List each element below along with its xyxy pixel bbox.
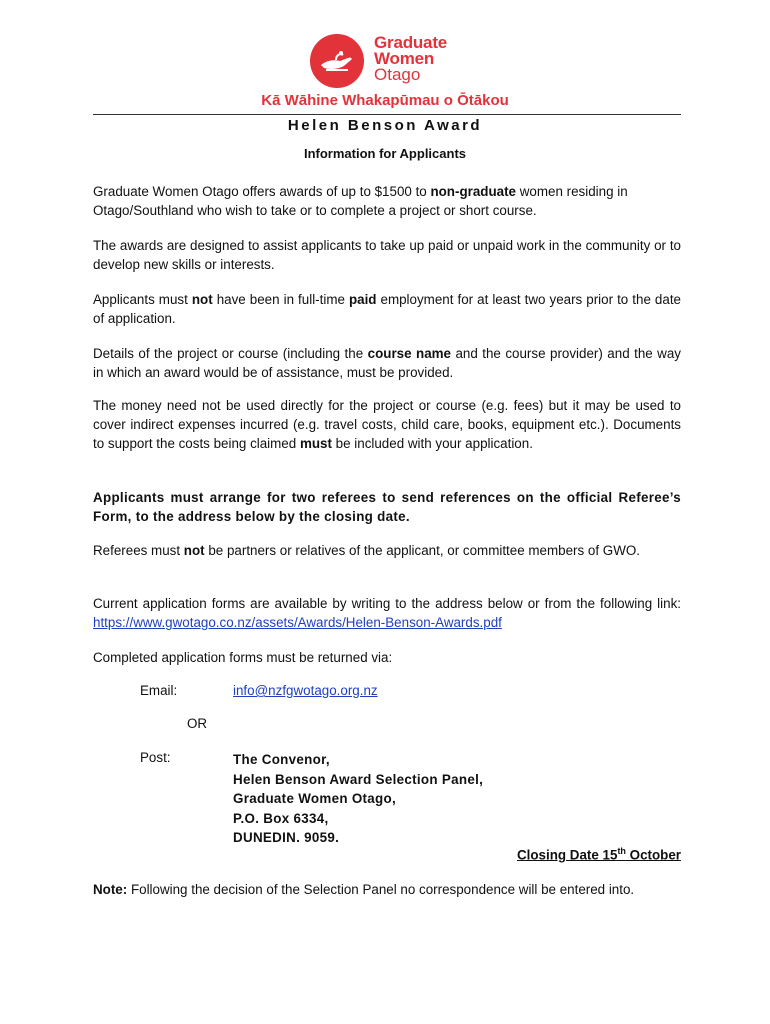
paragraph-referee-restrictions — [93, 541, 681, 560]
organization-logo — [310, 34, 470, 90]
text: October — [625, 847, 681, 863]
superscript: th — [617, 846, 626, 856]
email-link[interactable]: info@nzfgwotago.org.nz — [233, 683, 378, 698]
bold-text: course name — [367, 346, 451, 361]
text: women residing in Otago/Southland who wish to take or to complete a project or short course. — [93, 184, 628, 218]
logo-wordmark — [374, 35, 447, 83]
lamp-icon — [310, 34, 364, 88]
post-label: Post: — [140, 750, 171, 765]
paragraph-details — [93, 344, 681, 382]
document-subtitle: Information for Applicants — [303, 146, 467, 161]
text: Referees must — [93, 543, 184, 558]
text: employment for at least two years prior to the date of application. — [93, 292, 681, 326]
text: Current application forms are available by writing to the address below or from the following link: — [93, 596, 681, 611]
paragraph-forms — [93, 594, 681, 632]
bold-text: not — [191, 292, 213, 307]
bold-text: not — [183, 543, 205, 558]
address-line: The Convenor, — [233, 752, 330, 767]
paragraph-eligibility — [93, 182, 681, 220]
logo-line-1: Graduate — [374, 33, 448, 52]
logo-line-2: Women — [374, 49, 435, 68]
closing-date — [517, 846, 681, 862]
application-form-link[interactable]: https://www.gwotago.co.nz/assets/Awards/Helen-Benson-Awards.pdf — [93, 615, 502, 630]
address-line: Helen Benson Award Selection Panel, — [233, 771, 484, 787]
text: Closing Date 15 — [516, 847, 618, 863]
paragraph-referees: Applicants must arrange for two referees to send references on the official Referee’s Form, to the address below by the closing date. — [93, 490, 681, 524]
email-label: Email: — [140, 683, 178, 698]
bold-text: must — [299, 436, 332, 451]
or-separator: OR — [187, 716, 208, 731]
postal-address — [233, 750, 483, 848]
text: The money need not be used directly for the project or course (e.g. fees) but it may be used to cover indirect expenses incurred (e.g. travel costs, child care, books, equipment etc.). Documents to support the costs being claimed — [93, 398, 681, 451]
address-line: P.O. Box 6334, — [233, 810, 329, 826]
paragraph-expenses — [93, 396, 681, 453]
text: be partners or relatives of the applicant, or committee members of GWO. — [204, 543, 640, 558]
paragraph-return: Completed application forms must be returned via: — [93, 650, 393, 665]
text: have been in full-time — [212, 292, 349, 307]
text: be included with your application. — [331, 436, 533, 451]
award-title: Helen Benson Award — [287, 117, 483, 134]
title-divider — [93, 114, 681, 115]
maori-title: Kā Wāhine Whakapūmau o Ōtākou — [261, 92, 509, 109]
address-line: DUNEDIN. 9059. — [233, 830, 340, 845]
bold-text: paid — [348, 292, 377, 307]
paragraph-purpose: The awards are designed to assist applicants to take up paid or unpaid work in the community or to develop new skills or interests. — [93, 238, 681, 272]
paragraph-note — [93, 880, 681, 899]
text: Details of the project or course (including the — [93, 346, 368, 361]
note-label: Note: — [93, 882, 128, 897]
text: Graduate Women Otago offers awards of up to $1500 to — [93, 184, 431, 199]
bold-text: non-graduate — [430, 184, 517, 199]
paragraph-employment — [93, 290, 681, 328]
text: Applicants must — [93, 292, 192, 307]
logo-line-3: Otago — [374, 65, 421, 84]
text: Following the decision of the Selection Panel no correspondence will be entered into. — [127, 882, 635, 897]
address-line: Graduate Women Otago, — [233, 791, 397, 806]
text: and the course provider) and the way in which an award would be of assistance, must be provided. — [93, 346, 681, 380]
